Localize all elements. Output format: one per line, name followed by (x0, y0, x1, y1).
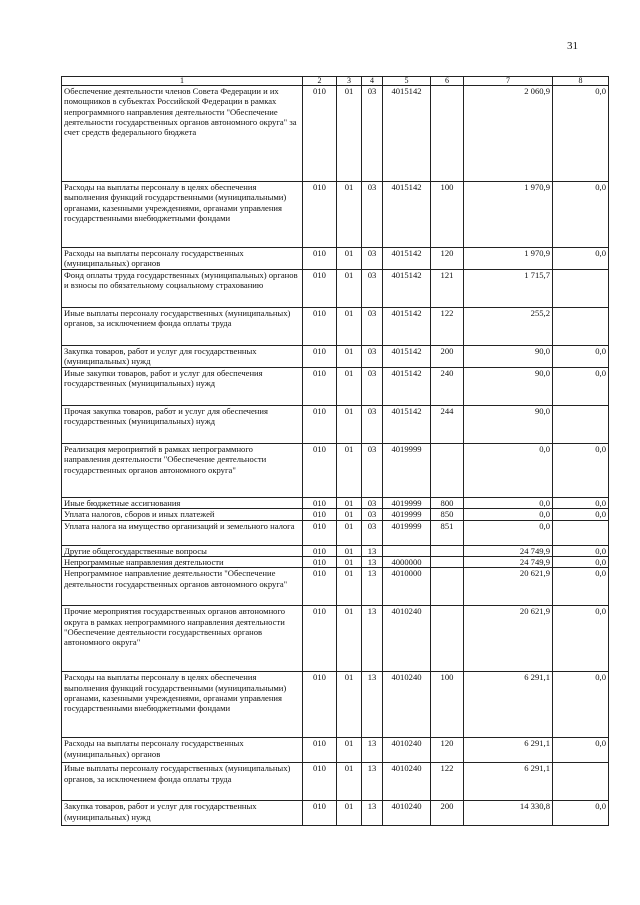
cell-section: 01 (337, 606, 362, 672)
table-row (62, 86, 609, 182)
cell-expense-type: 122 (431, 763, 464, 801)
cell-amount: 255,2 (464, 308, 553, 346)
header-cell-2: 2 (303, 77, 337, 86)
table-row (62, 556, 609, 567)
cell-expense-type: 244 (431, 406, 464, 444)
cell-amount-2: 0,0 (553, 498, 609, 509)
cell-ministry: 010 (303, 520, 337, 545)
cell-subsection: 03 (362, 270, 383, 308)
cell-ministry: 010 (303, 763, 337, 801)
cell-amount: 24 749,9 (464, 556, 553, 567)
cell-amount-2: 0,0 (553, 346, 609, 368)
cell-amount: 2 060,9 (464, 86, 553, 182)
header-cell-8: 8 (553, 77, 609, 86)
cell-ministry: 010 (303, 86, 337, 182)
row-name: Расходы на выплаты персоналу в целях обеспечения выполнения функций государственными (муниципальными) органами, казенными учреждениями, органами управления государственными внебюджетными фондами (62, 672, 303, 738)
cell-ministry: 010 (303, 308, 337, 346)
cell-ministry: 010 (303, 248, 337, 270)
cell-target-article: 4015142 (383, 86, 431, 182)
cell-section: 01 (337, 498, 362, 509)
cell-amount: 1 970,9 (464, 182, 553, 248)
table-row (62, 509, 609, 520)
table-row (62, 368, 609, 406)
cell-section: 01 (337, 509, 362, 520)
cell-ministry: 010 (303, 738, 337, 763)
cell-expense-type (431, 556, 464, 567)
cell-amount: 0,0 (464, 520, 553, 545)
cell-amount: 90,0 (464, 346, 553, 368)
cell-ministry: 010 (303, 406, 337, 444)
cell-section: 01 (337, 308, 362, 346)
cell-ministry: 010 (303, 444, 337, 498)
cell-amount: 20 621,9 (464, 568, 553, 606)
cell-amount-2: 0,0 (553, 509, 609, 520)
cell-section: 01 (337, 763, 362, 801)
cell-amount: 20 621,9 (464, 606, 553, 672)
cell-expense-type: 121 (431, 270, 464, 308)
cell-subsection: 03 (362, 444, 383, 498)
cell-target-article: 4015142 (383, 406, 431, 444)
cell-subsection: 13 (362, 672, 383, 738)
table-row (62, 738, 609, 763)
table-row (62, 406, 609, 444)
cell-target-article: 4010240 (383, 738, 431, 763)
row-name: Иные бюджетные ассигнования (62, 498, 303, 509)
cell-target-article: 4015142 (383, 308, 431, 346)
row-name: Расходы на выплаты персоналу в целях обеспечения выполнения функций государственными (муниципальными) органами, казенными учреждениями, органами управления государственными внебюджетными фондами (62, 182, 303, 248)
row-name: Иные выплаты персоналу государственных (муниципальных) органов, за исключением фонда оплаты труда (62, 308, 303, 346)
cell-section: 01 (337, 520, 362, 545)
table-row (62, 545, 609, 556)
cell-amount: 6 291,1 (464, 672, 553, 738)
cell-amount-2 (553, 406, 609, 444)
cell-amount-2 (553, 763, 609, 801)
table-row (62, 520, 609, 545)
cell-amount: 6 291,1 (464, 738, 553, 763)
cell-amount-2: 0,0 (553, 801, 609, 826)
cell-expense-type: 851 (431, 520, 464, 545)
table-row (62, 763, 609, 801)
cell-ministry: 010 (303, 568, 337, 606)
row-name: Фонд оплаты труда государственных (муниципальных) органов и взносы по обязательному социальному страхованию (62, 270, 303, 308)
cell-target-article: 4000000 (383, 556, 431, 567)
row-name: Расходы на выплаты персоналу государственных (муниципальных) органов (62, 738, 303, 763)
cell-subsection: 03 (362, 498, 383, 509)
cell-amount: 6 291,1 (464, 763, 553, 801)
cell-subsection: 03 (362, 520, 383, 545)
row-name: Реализация мероприятий в рамках непрограммного направления деятельности "Обеспечение деятельности государственных органов автономного округа" (62, 444, 303, 498)
header-cell-5: 5 (383, 77, 431, 86)
cell-target-article: 4019999 (383, 520, 431, 545)
row-name: Закупка товаров, работ и услуг для государственных (муниципальных) нужд (62, 801, 303, 826)
cell-amount-2: 0,0 (553, 556, 609, 567)
header-cell-3: 3 (337, 77, 362, 86)
cell-amount: 0,0 (464, 509, 553, 520)
table-row (62, 444, 609, 498)
cell-amount-2: 0,0 (553, 568, 609, 606)
cell-target-article: 4010000 (383, 568, 431, 606)
header-cell-4: 4 (362, 77, 383, 86)
cell-subsection: 03 (362, 182, 383, 248)
table-row (62, 248, 609, 270)
cell-subsection: 13 (362, 801, 383, 826)
cell-expense-type: 100 (431, 672, 464, 738)
table-row (62, 672, 609, 738)
row-name: Прочие мероприятия государственных органов автономного округа в рамках непрограммного направления деятельности "Обеспечение деятельности государственных органов автономного округа" (62, 606, 303, 672)
cell-expense-type: 800 (431, 498, 464, 509)
cell-ministry: 010 (303, 498, 337, 509)
cell-amount: 0,0 (464, 444, 553, 498)
cell-section: 01 (337, 368, 362, 406)
row-name: Уплата налога на имущество организаций и земельного налога (62, 520, 303, 545)
cell-amount-2: 0,0 (553, 368, 609, 406)
cell-target-article: 4015142 (383, 270, 431, 308)
row-name: Закупка товаров, работ и услуг для государственных (муниципальных) нужд (62, 346, 303, 368)
cell-expense-type (431, 86, 464, 182)
cell-target-article: 4015142 (383, 182, 431, 248)
cell-ministry: 010 (303, 346, 337, 368)
cell-expense-type: 200 (431, 346, 464, 368)
cell-ministry: 010 (303, 801, 337, 826)
table-row (62, 568, 609, 606)
cell-target-article: 4015142 (383, 248, 431, 270)
cell-section: 01 (337, 182, 362, 248)
cell-expense-type: 122 (431, 308, 464, 346)
cell-amount: 1 715,7 (464, 270, 553, 308)
cell-amount-2: 0,0 (553, 545, 609, 556)
cell-amount: 24 749,9 (464, 545, 553, 556)
table-body (62, 86, 609, 826)
cell-target-article: 4019999 (383, 509, 431, 520)
cell-expense-type (431, 444, 464, 498)
cell-subsection: 03 (362, 308, 383, 346)
cell-target-article: 4010240 (383, 606, 431, 672)
cell-ministry: 010 (303, 545, 337, 556)
cell-amount: 1 970,9 (464, 248, 553, 270)
cell-ministry: 010 (303, 509, 337, 520)
cell-expense-type (431, 568, 464, 606)
header-cell-1: 1 (62, 77, 303, 86)
cell-ministry: 010 (303, 606, 337, 672)
cell-expense-type (431, 606, 464, 672)
cell-section: 01 (337, 568, 362, 606)
cell-expense-type: 120 (431, 248, 464, 270)
cell-expense-type: 100 (431, 182, 464, 248)
cell-target-article: 4010240 (383, 672, 431, 738)
row-name: Уплата налогов, сборов и иных платежей (62, 509, 303, 520)
cell-section: 01 (337, 556, 362, 567)
cell-subsection: 13 (362, 556, 383, 567)
cell-section: 01 (337, 86, 362, 182)
cell-section: 01 (337, 545, 362, 556)
cell-expense-type (431, 545, 464, 556)
cell-ministry: 010 (303, 556, 337, 567)
row-name: Прочая закупка товаров, работ и услуг для обеспечения государственных (муниципальных) нужд (62, 406, 303, 444)
cell-section: 01 (337, 406, 362, 444)
cell-section: 01 (337, 672, 362, 738)
cell-target-article: 4010240 (383, 763, 431, 801)
cell-amount-2: 0,0 (553, 444, 609, 498)
cell-target-article: 4019999 (383, 498, 431, 509)
cell-subsection: 13 (362, 606, 383, 672)
row-name: Иные закупки товаров, работ и услуг для обеспечения государственных (муниципальных) нужд (62, 368, 303, 406)
table-row (62, 270, 609, 308)
cell-amount-2 (553, 308, 609, 346)
cell-subsection: 03 (362, 368, 383, 406)
cell-target-article (383, 545, 431, 556)
cell-amount-2: 0,0 (553, 606, 609, 672)
table-row (62, 346, 609, 368)
cell-expense-type: 850 (431, 509, 464, 520)
cell-ministry: 010 (303, 270, 337, 308)
cell-expense-type: 200 (431, 801, 464, 826)
cell-subsection: 13 (362, 545, 383, 556)
cell-subsection: 03 (362, 86, 383, 182)
table-header (62, 77, 609, 86)
cell-amount-2: 0,0 (553, 182, 609, 248)
cell-subsection: 13 (362, 738, 383, 763)
cell-subsection: 03 (362, 509, 383, 520)
page-number: 31 (567, 40, 578, 52)
row-name: Обеспечение деятельности членов Совета Федерации и их помощников в субъектах Российской Федерации в рамках непрограммного направления деятельности "Обеспечение деятельности государственных органов автономного округа" за счет средств федерального бюджета (62, 86, 303, 182)
cell-section: 01 (337, 738, 362, 763)
cell-section: 01 (337, 270, 362, 308)
cell-amount-2 (553, 270, 609, 308)
cell-ministry: 010 (303, 368, 337, 406)
cell-target-article: 4015142 (383, 368, 431, 406)
cell-subsection: 13 (362, 568, 383, 606)
cell-target-article: 4015142 (383, 346, 431, 368)
cell-subsection: 13 (362, 763, 383, 801)
table-row (62, 498, 609, 509)
row-name: Непрограммные направления деятельности (62, 556, 303, 567)
cell-amount-2: 0,0 (553, 248, 609, 270)
cell-ministry: 010 (303, 672, 337, 738)
cell-amount-2 (553, 520, 609, 545)
cell-section: 01 (337, 801, 362, 826)
cell-amount: 90,0 (464, 368, 553, 406)
cell-expense-type: 240 (431, 368, 464, 406)
cell-target-article: 4019999 (383, 444, 431, 498)
cell-amount-2: 0,0 (553, 86, 609, 182)
row-name: Расходы на выплаты персоналу государственных (муниципальных) органов (62, 248, 303, 270)
table-row (62, 308, 609, 346)
cell-amount: 0,0 (464, 498, 553, 509)
cell-amount-2: 0,0 (553, 738, 609, 763)
cell-subsection: 03 (362, 346, 383, 368)
budget-table (61, 76, 609, 826)
row-name: Непрограммное направление деятельности "Обеспечение деятельности государственных органов автономного округа" (62, 568, 303, 606)
cell-subsection: 03 (362, 248, 383, 270)
cell-target-article: 4010240 (383, 801, 431, 826)
row-name: Иные выплаты персоналу государственных (муниципальных) органов, за исключением фонда оплаты труда (62, 763, 303, 801)
cell-subsection: 03 (362, 406, 383, 444)
table-row (62, 801, 609, 826)
cell-expense-type: 120 (431, 738, 464, 763)
cell-section: 01 (337, 444, 362, 498)
header-cell-6: 6 (431, 77, 464, 86)
cell-section: 01 (337, 346, 362, 368)
table-row (62, 182, 609, 248)
table-row (62, 606, 609, 672)
cell-amount: 90,0 (464, 406, 553, 444)
header-cell-7: 7 (464, 77, 553, 86)
cell-section: 01 (337, 248, 362, 270)
row-name: Другие общегосударственные вопросы (62, 545, 303, 556)
cell-amount-2: 0,0 (553, 672, 609, 738)
cell-ministry: 010 (303, 182, 337, 248)
cell-amount: 14 330,8 (464, 801, 553, 826)
